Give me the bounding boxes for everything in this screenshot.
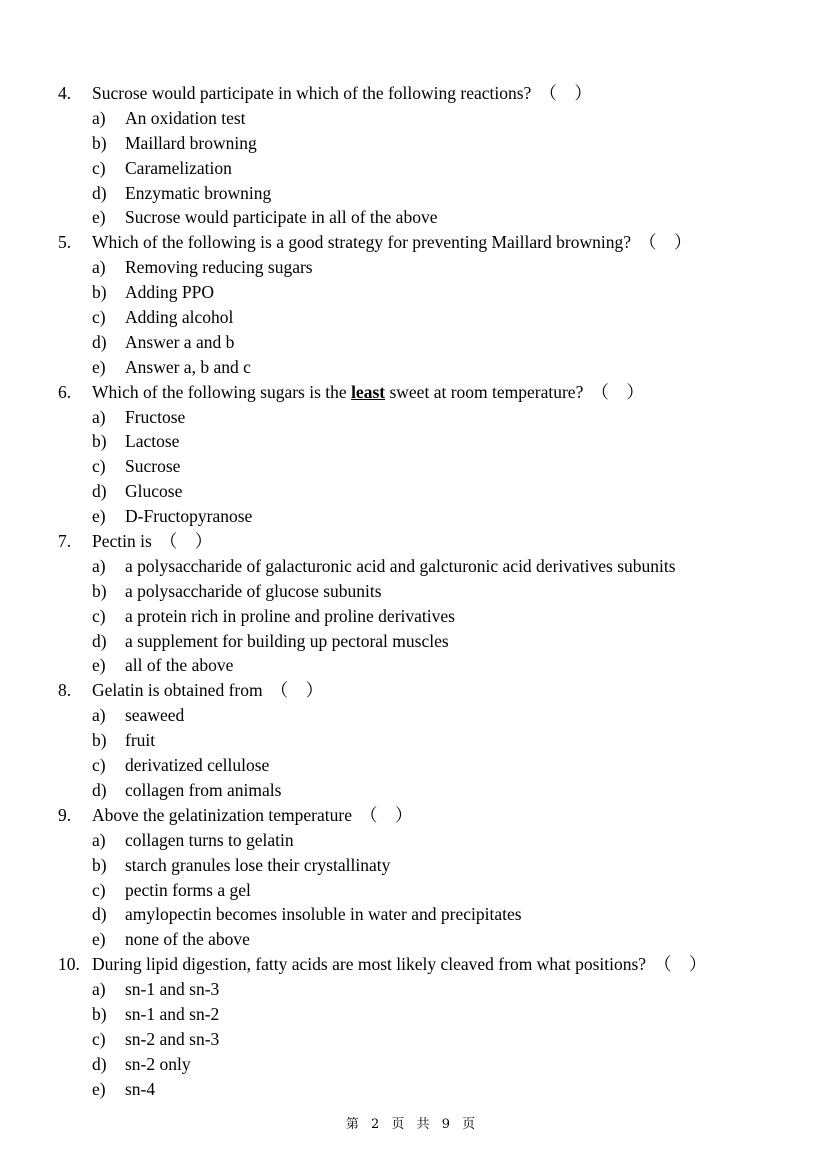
option-text: starch granules lose their crystallinaty <box>125 854 391 875</box>
option-letter: a) <box>92 705 106 726</box>
option-text: Answer a, b and c <box>125 356 251 377</box>
option-text: Caramelization <box>125 157 232 178</box>
option-text: Sucrose <box>125 456 181 477</box>
option-letter: e) <box>92 506 106 527</box>
answer-blank[interactable]: （ ） <box>539 83 592 103</box>
option-text: a polysaccharide of glucose subunits <box>125 580 382 601</box>
option-letter: b) <box>92 132 107 153</box>
option-letter: a) <box>92 829 106 850</box>
option-text: sn-1 and sn-3 <box>125 979 220 1000</box>
question-number: 5. <box>58 232 72 253</box>
answer-option <box>58 604 798 629</box>
answer-option <box>58 828 798 853</box>
answer-option <box>58 728 798 753</box>
question-number: 7. <box>58 531 72 552</box>
answer-option <box>58 255 798 280</box>
answer-option <box>58 902 798 927</box>
question-text: sweet at room temperature? <box>385 381 584 402</box>
option-text: derivatized cellulose <box>125 755 270 776</box>
answer-option <box>58 554 798 579</box>
option-text: amylopectin becomes insoluble in water and precipitates <box>125 904 522 925</box>
answer-blank[interactable]: （ ） <box>159 531 213 552</box>
option-letter: d) <box>92 630 107 651</box>
answer-blank[interactable]: （ ） <box>591 381 644 402</box>
option-text: collagen from animals <box>125 779 282 800</box>
option-text: sn-1 and sn-2 <box>125 1003 220 1024</box>
option-text: Adding alcohol <box>125 307 234 328</box>
answer-option <box>58 355 798 380</box>
question-number: 9. <box>58 804 72 825</box>
answer-option <box>58 205 798 230</box>
question-text: Above the gelatinization temperature <box>92 804 352 825</box>
option-letter: a) <box>92 406 106 427</box>
answer-option <box>58 1077 798 1102</box>
answer-option <box>58 454 798 479</box>
question-text: Gelatin is obtained from <box>92 680 263 701</box>
answer-option <box>58 280 798 305</box>
option-text: sn-4 <box>125 1078 156 1099</box>
option-text: Glucose <box>125 481 183 502</box>
answer-option <box>58 878 798 903</box>
answer-option <box>58 1002 798 1027</box>
answer-option <box>58 405 798 430</box>
answer-option <box>58 131 798 156</box>
option-letter: c) <box>92 1028 106 1049</box>
answer-option <box>58 927 798 952</box>
answer-option <box>58 156 798 181</box>
question-stem <box>58 803 798 828</box>
option-letter: a) <box>92 555 106 576</box>
option-text: all of the above <box>125 655 234 676</box>
option-letter: d) <box>92 182 107 203</box>
option-text: Maillard browning <box>125 132 257 153</box>
option-text: sn-2 and sn-3 <box>125 1028 220 1049</box>
answer-option <box>58 653 798 678</box>
answer-option <box>58 504 798 529</box>
question-stem <box>58 230 798 255</box>
question-number: 4. <box>58 83 72 103</box>
question-number: 6. <box>58 381 72 402</box>
question-text: Which of the following sugars is the <box>92 381 352 402</box>
option-letter: e) <box>92 655 106 676</box>
option-text: fruit <box>125 730 156 751</box>
option-letter: c) <box>92 456 106 477</box>
option-letter: c) <box>92 755 106 776</box>
option-letter: b) <box>92 1003 107 1024</box>
answer-blank[interactable]: （ ） <box>654 954 707 975</box>
option-letter: a) <box>92 979 106 1000</box>
answer-option <box>58 753 798 778</box>
answer-blank[interactable]: （ ） <box>638 232 692 253</box>
question-stem <box>58 678 798 703</box>
option-letter: c) <box>92 157 106 178</box>
option-text: Enzymatic browning <box>125 182 272 203</box>
option-letter: c) <box>92 605 106 626</box>
answer-option <box>58 853 798 878</box>
question-text: Which of the following is a good strategy for preventing Maillard browning? <box>92 232 631 253</box>
question-stem <box>58 952 798 977</box>
option-text: Sucrose would participate in all of the above <box>125 207 438 228</box>
question-list <box>58 81 798 1102</box>
option-letter: a) <box>92 107 106 128</box>
answer-option <box>58 703 798 728</box>
option-text: a supplement for building up pectoral muscles <box>125 630 449 651</box>
answer-option <box>58 977 798 1002</box>
option-text: Answer a and b <box>125 331 235 352</box>
option-text: a protein rich in proline and proline derivatives <box>125 605 455 626</box>
option-text: An oxidation test <box>125 107 246 128</box>
option-text: Lactose <box>125 431 180 452</box>
answer-option <box>58 330 798 355</box>
option-letter: d) <box>92 1053 107 1074</box>
answer-option <box>58 429 798 454</box>
option-text: D-Fructopyranose <box>125 506 253 527</box>
option-letter: d) <box>92 331 107 352</box>
question-stem <box>58 529 798 554</box>
question-stem <box>58 81 798 106</box>
answer-option <box>58 106 798 131</box>
question-text: Sucrose would participate in which of the following reactions? <box>92 83 532 103</box>
page-footer: 第 2 页 共 9 页 <box>345 1117 480 1132</box>
option-letter: e) <box>92 356 106 377</box>
answer-option <box>58 479 798 504</box>
option-letter: a) <box>92 257 106 278</box>
answer-blank[interactable]: （ ） <box>270 680 324 701</box>
option-letter: b) <box>92 580 107 601</box>
option-text: a polysaccharide of galacturonic acid and galcturonic acid derivatives subunits <box>125 555 676 576</box>
question-stem <box>58 380 798 405</box>
question-number: 10. <box>58 954 80 975</box>
option-letter: e) <box>92 207 106 228</box>
answer-option <box>58 305 798 330</box>
answer-option <box>58 778 798 803</box>
option-letter: b) <box>92 282 107 303</box>
answer-option <box>58 1027 798 1052</box>
question-number: 8. <box>58 680 72 701</box>
option-letter: d) <box>92 481 107 502</box>
option-text: collagen turns to gelatin <box>125 829 294 850</box>
option-text: none of the above <box>125 929 250 950</box>
question-text: Pectin is <box>92 531 152 552</box>
option-letter: c) <box>92 307 106 328</box>
option-letter: d) <box>92 904 107 925</box>
option-letter: b) <box>92 730 107 751</box>
option-text: Removing reducing sugars <box>125 257 313 278</box>
answer-option <box>58 579 798 604</box>
question-text: During lipid digestion, fatty acids are most likely cleaved from what positions? <box>92 954 647 975</box>
option-letter: c) <box>92 879 106 900</box>
option-letter: d) <box>92 779 107 800</box>
answer-option <box>58 629 798 654</box>
option-text: Fructose <box>125 406 186 427</box>
option-text: pectin forms a gel <box>125 879 251 900</box>
emphasized-word: least <box>351 381 386 402</box>
option-text: sn-2 only <box>125 1053 191 1074</box>
option-letter: b) <box>92 431 107 452</box>
option-letter: b) <box>92 854 107 875</box>
answer-blank[interactable]: （ ） <box>359 804 413 825</box>
option-letter: e) <box>92 929 106 950</box>
option-letter: e) <box>92 1078 106 1099</box>
answer-option <box>58 1052 798 1077</box>
answer-option <box>58 181 798 206</box>
option-text: seaweed <box>125 705 185 726</box>
option-text: Adding PPO <box>125 282 214 303</box>
